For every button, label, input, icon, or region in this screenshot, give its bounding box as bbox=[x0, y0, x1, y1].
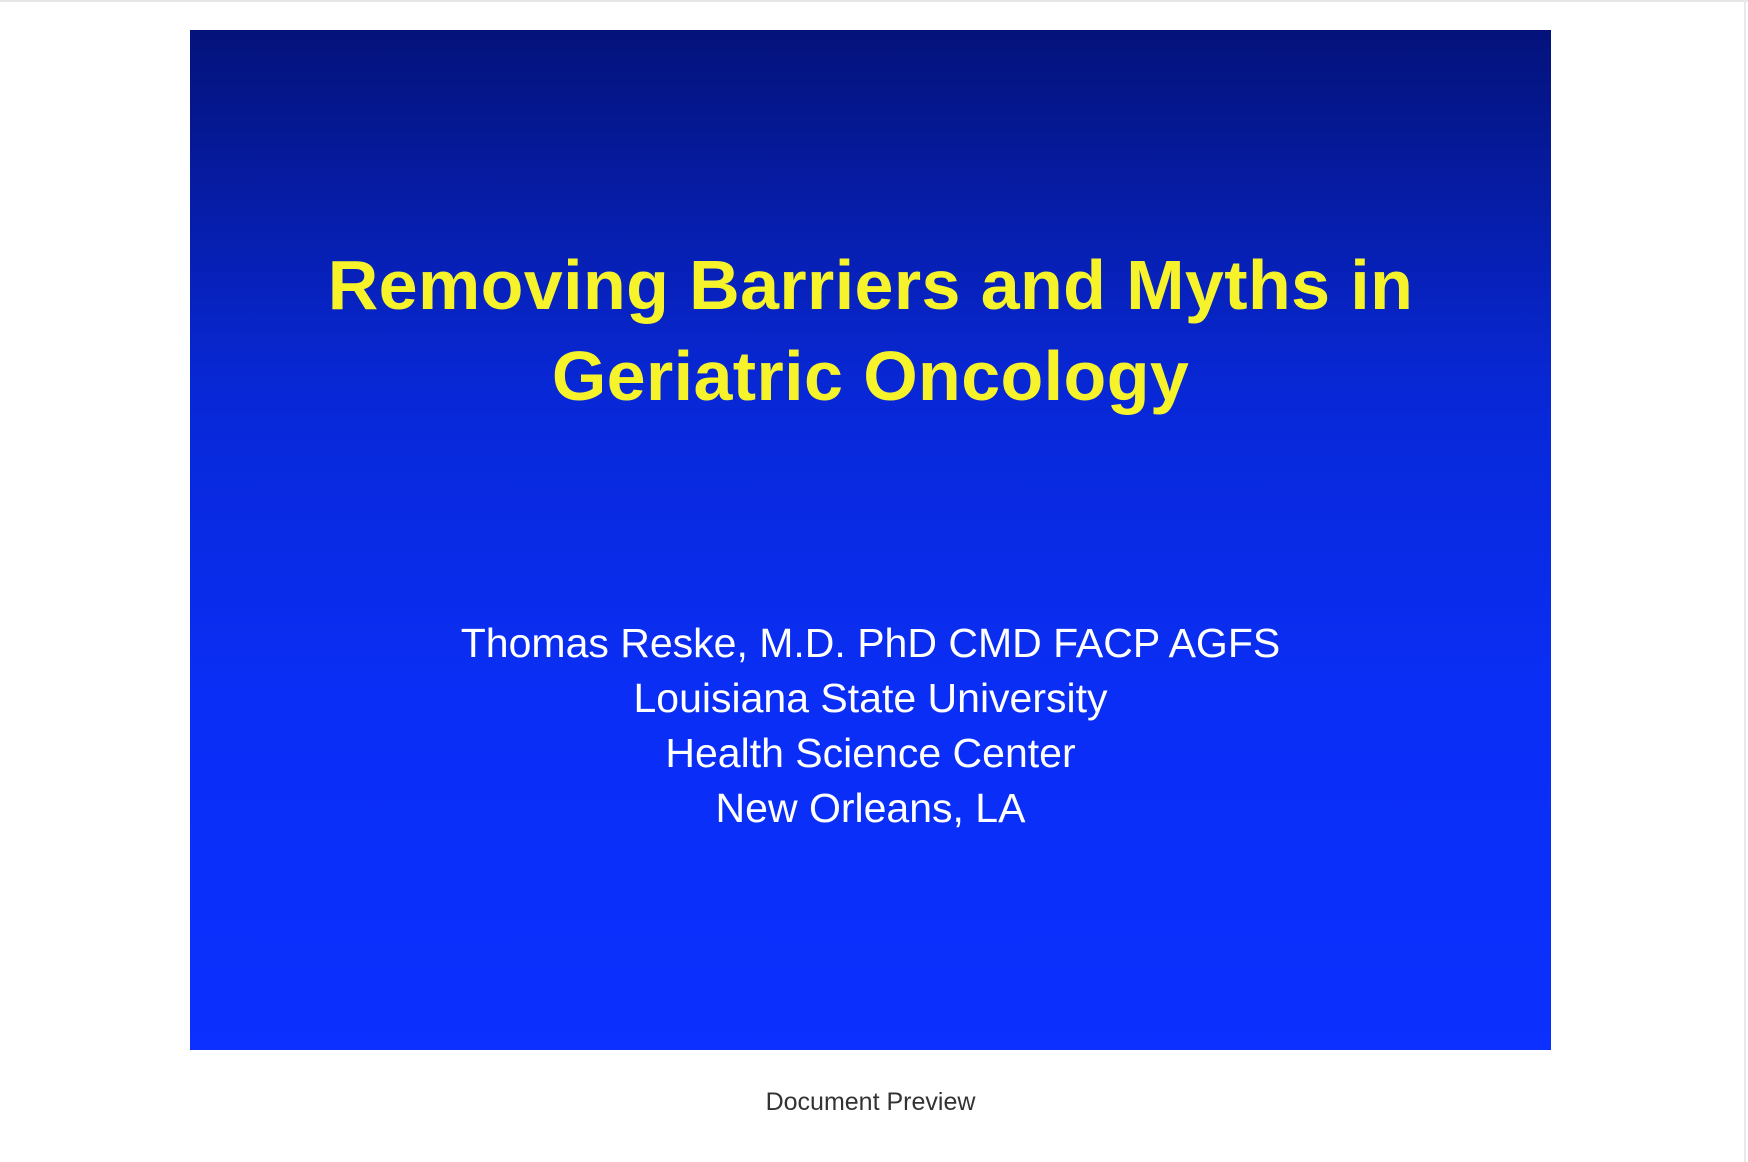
slide-title-line: Removing Barriers and Myths in bbox=[327, 246, 1414, 324]
author-name: Thomas Reske, M.D. PhD CMD FACP AGFS bbox=[460, 620, 1281, 666]
author-location: New Orleans, LA bbox=[715, 785, 1026, 831]
document-preview-caption: Document Preview bbox=[765, 1088, 976, 1116]
document-preview-slide bbox=[190, 30, 1551, 1050]
slide-author-block bbox=[190, 616, 1551, 836]
slide-title bbox=[190, 240, 1551, 422]
author-department: Health Science Center bbox=[665, 730, 1076, 776]
top-border bbox=[0, 0, 1748, 2]
slide-title-line: Geriatric Oncology bbox=[551, 337, 1190, 415]
right-divider bbox=[1744, 0, 1746, 1162]
author-institution: Louisiana State University bbox=[633, 675, 1108, 721]
